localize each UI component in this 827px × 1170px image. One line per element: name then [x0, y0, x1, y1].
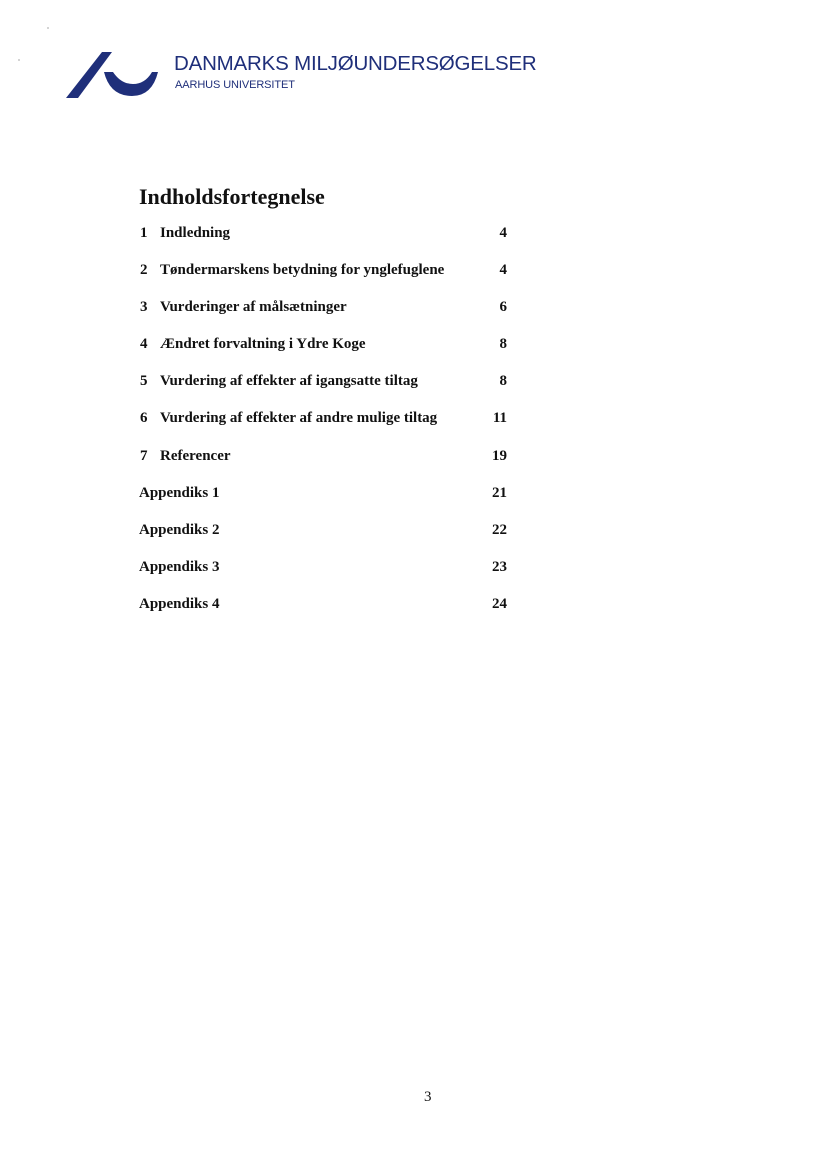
toc-entry-page: 4: [499, 262, 507, 279]
toc-entry-number: 7: [140, 447, 148, 464]
toc-entry-number: 1: [140, 225, 148, 241]
toc-entry-label: Vurdering af effekter af andre mulige tiltag: [160, 410, 438, 427]
toc-entry-number: 4: [140, 336, 148, 353]
toc-entry: [139, 222, 519, 259]
toc-entry-page: 4: [499, 225, 507, 241]
toc-entries: [139, 222, 519, 630]
toc-entry-number: 2: [140, 262, 148, 279]
page-number: 3: [424, 1089, 432, 1105]
toc-entry-number: 3: [140, 299, 148, 316]
toc-entry-label: Appendiks 3: [139, 558, 220, 575]
toc-entry-page: 22: [492, 521, 507, 538]
toc-entry: [139, 556, 519, 593]
toc-entry-page: 19: [492, 447, 507, 464]
org-name: DANMARKS MILJØUNDERSØGELSER: [174, 52, 537, 75]
scan-speck: [18, 59, 20, 61]
toc-entry-page: 23: [492, 558, 507, 575]
aarhus-university-logo-icon: [66, 48, 158, 102]
toc-entry-label: Vurdering af effekter af igangsatte tiltag: [160, 373, 418, 390]
table-of-contents: [139, 182, 519, 630]
toc-entry-label: Ændret forvaltning i Ydre Koge: [160, 336, 366, 353]
toc-entry-page: 24: [492, 595, 507, 612]
toc-entry-label: Appendiks 1: [139, 484, 220, 501]
toc-entry-number: 6: [140, 410, 148, 427]
header: [66, 44, 537, 104]
toc-entry-label: Indledning: [160, 225, 231, 241]
toc-entry-page: 8: [499, 373, 507, 390]
toc-entry: [139, 407, 519, 444]
toc-title: Indholdsfortegnelse: [139, 184, 325, 209]
org-subtitle: AARHUS UNIVERSITET: [175, 79, 295, 91]
toc-entry-page: 6: [499, 299, 507, 316]
toc-entry-label: Referencer: [160, 447, 231, 464]
toc-entry: [139, 445, 519, 482]
toc-entry-page: 11: [492, 410, 507, 427]
toc-entry-page: 8: [499, 336, 507, 353]
toc-entry: [139, 593, 519, 630]
toc-entry-label: Vurderinger af målsætninger: [160, 299, 347, 316]
toc-entry-label: Appendiks 4: [139, 595, 220, 612]
toc-entry: [139, 333, 519, 370]
toc-entry-label: Appendiks 2: [139, 521, 220, 538]
scan-speck: [47, 27, 49, 29]
toc-entry: [139, 296, 519, 333]
toc-entry-label: Tøndermarskens betydning for ynglefuglene: [160, 262, 445, 279]
toc-entry: [139, 370, 519, 407]
toc-entry-page: 21: [492, 484, 507, 501]
toc-entry: [139, 259, 519, 296]
toc-entry: [139, 482, 519, 519]
toc-entry: [139, 519, 519, 556]
toc-entry-number: 5: [140, 373, 148, 390]
